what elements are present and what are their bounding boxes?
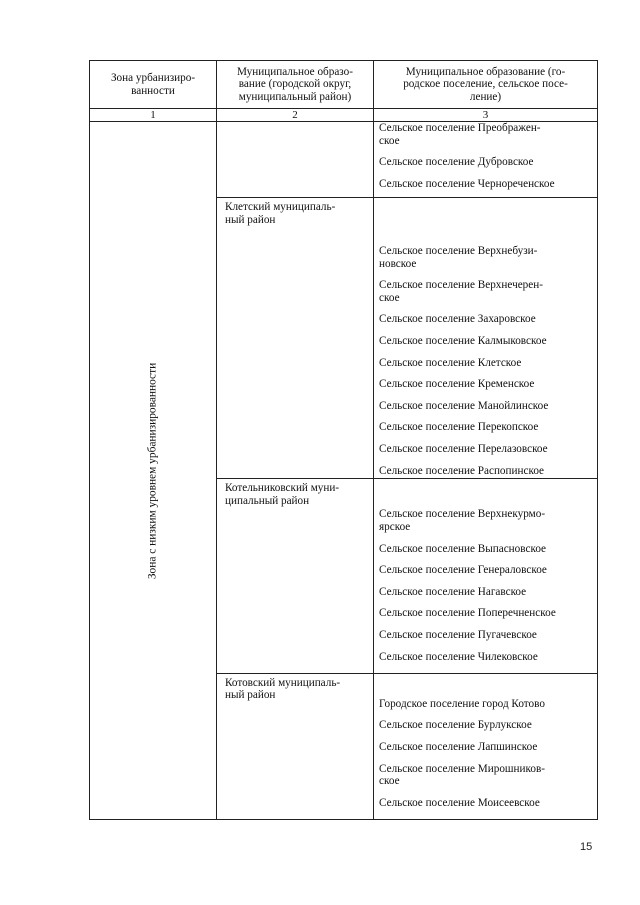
municipality-cell <box>217 479 374 673</box>
header-municipality <box>217 61 374 109</box>
settlement-item: Сельское поселение Поперечненское <box>379 607 556 620</box>
settlement-item: Сельское поселение Верхнечерен- ское <box>379 279 543 304</box>
settlement-item: Сельское поселение Захаровское <box>379 313 536 326</box>
settlement-item: Сельское поселение Клетское <box>379 356 522 369</box>
settlements-table <box>89 60 598 820</box>
header-municipality-text: Муниципальное образо- вание (городской округ, муниципальный район) <box>237 65 353 103</box>
settlement-item: Сельское поселение Нагавское <box>379 585 527 598</box>
settlement-cell <box>374 673 598 819</box>
municipality-cell <box>217 122 374 198</box>
header-settlement-text: Муниципальное образование (го- родское поселение, сельское посе- ление) <box>403 65 568 103</box>
zone-label: Зона с низким уровнем урбанизированности <box>146 362 159 579</box>
header-settlement <box>374 61 598 109</box>
settlement-item: Сельское поселение Калмыковское <box>379 335 547 348</box>
header-zone-text: Зона урбанизиро- ванности <box>110 71 196 97</box>
municipality-name: Котельниковский муни- ципальный район <box>225 482 340 508</box>
settlement-item: Сельское поселение Лапшинское <box>379 740 538 753</box>
settlement-item: Сельское поселение Выпасновское <box>379 542 547 555</box>
settlement-item: Сельское поселение Верхнебузи- новское <box>379 245 538 270</box>
settlement-item: Сельское поселение Верхнекурмо- ярское <box>379 508 546 534</box>
header-row <box>90 61 598 109</box>
settlement-item: Сельское поселение Моисеевское <box>379 796 540 809</box>
municipality-cell <box>217 198 374 479</box>
column-number-3: 3 <box>374 109 598 122</box>
settlement-item: Сельское поселение Перекопское <box>379 421 539 434</box>
settlement-cell <box>374 122 598 198</box>
zone-cell <box>90 122 217 820</box>
settlement-item: Сельское поселение Распопинское <box>379 464 545 477</box>
settlement-item: Сельское поселение Дубровское <box>379 156 534 169</box>
settlement-item: Сельское поселение Чилековское <box>379 650 538 663</box>
column-number-2: 2 <box>217 109 374 122</box>
municipality-cell <box>217 673 374 819</box>
settlement-item: Сельское поселение Мирошников- ское <box>379 762 545 788</box>
municipality-name: Клетский муниципаль- ный район <box>225 201 336 226</box>
header-zone <box>90 61 217 109</box>
settlement-item: Сельское поселение Пугачевское <box>379 629 537 642</box>
column-number-row <box>90 109 598 122</box>
settlement-item: Сельское поселение Бурлукское <box>379 719 532 732</box>
municipality-name: Котовский муниципаль- ный район <box>225 676 341 702</box>
group-row <box>90 122 598 198</box>
settlement-item: Сельское поселение Манойлинское <box>379 399 549 412</box>
settlement-item: Сельское поселение Перелазовское <box>379 443 548 456</box>
settlement-item: Сельское поселение Преображен- ское <box>379 122 541 147</box>
settlement-item: Городское поселение город Котово <box>379 697 545 710</box>
settlement-item: Сельское поселение Генераловское <box>379 564 547 577</box>
settlement-cell <box>374 479 598 673</box>
settlement-cell <box>374 198 598 479</box>
settlement-item: Сельское поселение Чернореченское <box>379 177 555 190</box>
settlement-item: Сельское поселение Кременское <box>379 378 535 391</box>
page-number: 15 <box>580 841 593 853</box>
column-number-1: 1 <box>90 109 217 122</box>
